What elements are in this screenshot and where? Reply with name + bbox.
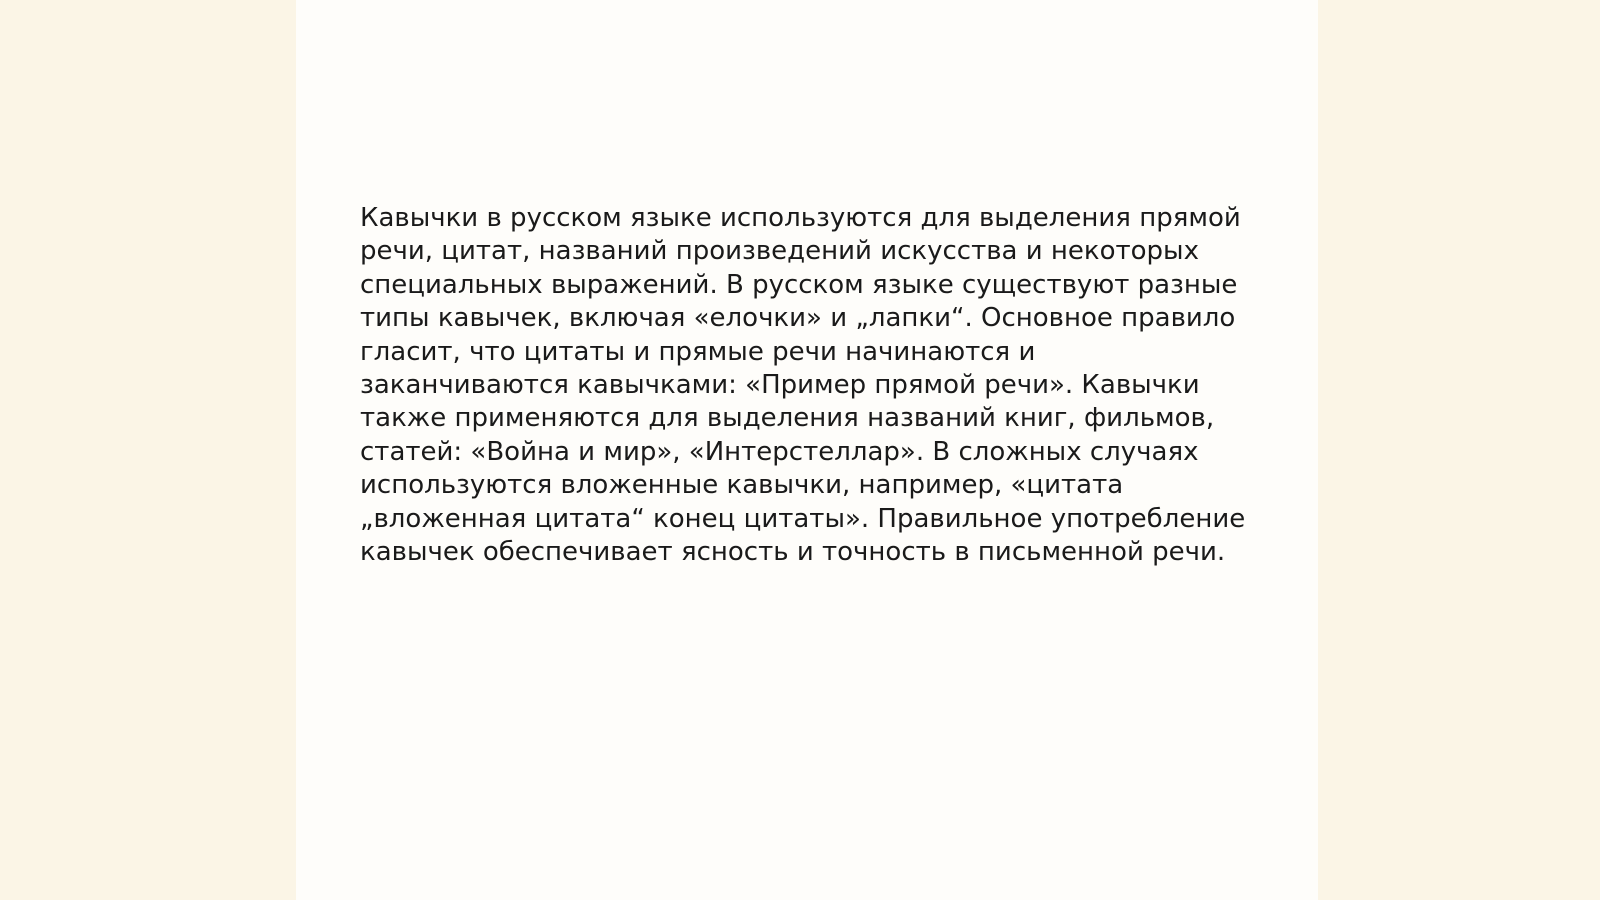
paragraph-line: речи, цитат, названий произведений искусства и некоторых — [360, 236, 1199, 267]
left-margin — [0, 0, 296, 900]
paragraph-line: кавычек обеспечивает ясность и точность в письменной речи. — [360, 537, 1226, 568]
paragraph-line: гласит, что цитаты и прямые речи начинаются и — [360, 336, 1036, 367]
paragraph-line: типы кавычек, включая «елочки» и „лапки“. Основное правило — [360, 303, 1236, 334]
right-margin — [1318, 0, 1600, 900]
paragraph-line: заканчиваются кавычками: «Пример прямой речи». Кавычки — [360, 370, 1200, 401]
paragraph-line: также применяются для выделения названий книг, фильмов, — [360, 403, 1215, 434]
paragraph-line: „вложенная цитата“ конец цитаты». Правильное употребление — [360, 503, 1246, 534]
paragraph-line: используются вложенные кавычки, например, «цитата — [360, 470, 1124, 501]
paragraph-line: Кавычки в русском языке используются для выделения прямой — [360, 203, 1241, 233]
document-page — [296, 0, 1318, 900]
body-paragraph — [360, 202, 1260, 569]
paragraph-line: статей: «Война и мир», «Интерстеллар». В сложных случаях — [360, 436, 1199, 467]
paragraph-line: специальных выражений. В русском языке существуют разные — [360, 269, 1238, 300]
